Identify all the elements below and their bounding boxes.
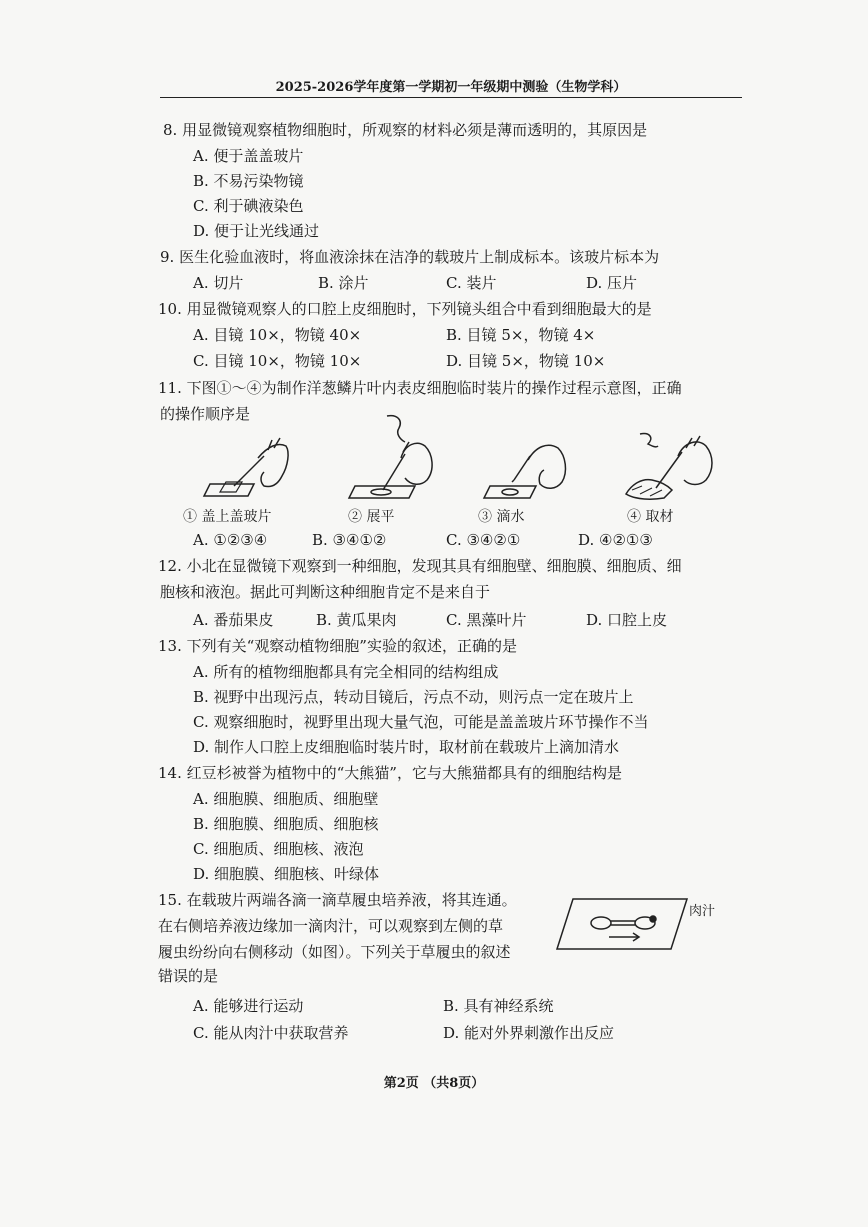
meat-juice-label: 肉汁	[689, 904, 716, 919]
q11-option-d: D. ④②①③	[578, 531, 653, 549]
fig-flatten	[343, 412, 443, 504]
fig-caption-4: ④ 取材	[627, 509, 674, 525]
q14-option-a: A. 细胞膜、细胞质、细胞壁	[193, 790, 379, 808]
q15-option-c: C. 能从肉汁中获取营养	[193, 1024, 349, 1042]
q15-stem-line2: 在右侧培养液边缘加一滴肉汁，可以观察到左侧的草	[158, 917, 504, 935]
q13-stem: 13. 下列有关“观察动植物细胞”实验的叙述，正确的是	[158, 637, 517, 655]
q8-option-c: C. 利于碘液染色	[193, 197, 304, 215]
q10-option-b: B. 目镜 5×，物镜 4×	[446, 326, 596, 344]
fig-caption-3: ③ 滴水	[478, 509, 525, 525]
q12-stem-line1: 12. 小北在显微镜下观察到一种细胞，发现其具有细胞壁、细胞膜、细胞质、细	[158, 557, 682, 575]
q15-option-a: A. 能够进行运动	[193, 997, 304, 1015]
q15-stem-line4: 错误的是	[158, 967, 219, 985]
fig-paramecium-slide	[553, 893, 689, 955]
fig-caption-2: ② 展平	[348, 509, 395, 525]
q10-option-a: A. 目镜 10×，物镜 40×	[193, 326, 362, 344]
q8-option-a: A. 便于盖盖玻片	[193, 147, 304, 165]
q11-option-a: A. ①②③④	[193, 531, 268, 549]
q11-option-c: C. ③④②①	[446, 531, 521, 549]
fig-cover-coverslip	[198, 436, 298, 506]
q15-option-b: B. 具有神经系统	[443, 997, 554, 1015]
fig-caption-1: ① 盖上盖玻片	[183, 509, 272, 525]
q8-option-b: B. 不易污染物镜	[193, 172, 304, 190]
fig-take-material	[622, 428, 722, 506]
q15-stem-line1: 15. 在载玻片两端各滴一滴草履虫培养液，将其连通。	[158, 891, 517, 909]
q15-option-d: D. 能对外界刺激作出反应	[443, 1024, 615, 1042]
q9-stem: 9. 医生化验血液时，将血液涂抹在洁净的载玻片上制成标本。该玻片标本为	[160, 248, 660, 266]
q10-option-d: D. 目镜 5×，物镜 10×	[446, 352, 606, 370]
q8-stem: 8. 用显微镜观察植物细胞时，所观察的材料必须是薄而透明的，其原因是	[163, 121, 648, 139]
q13-option-a: A. 所有的植物细胞都具有完全相同的结构组成	[193, 663, 499, 681]
q14-option-d: D. 细胞膜、细胞核、叶绿体	[193, 865, 380, 883]
q14-option-c: C. 细胞质、细胞核、液泡	[193, 840, 364, 858]
q12-option-c: C. 黑藻叶片	[446, 611, 527, 629]
q9-option-d: D. 压片	[586, 274, 638, 292]
q12-option-a: A. 番茄果皮	[193, 611, 274, 629]
q11-stem-line2: 的操作顺序是	[160, 405, 251, 423]
q12-option-b: B. 黄瓜果肉	[316, 611, 397, 629]
q8-option-d: D. 便于让光线通过	[193, 222, 320, 240]
q13-option-c: C. 观察细胞时，视野里出现大量气泡，可能是盖盖玻片环节操作不当	[193, 713, 649, 731]
q11-stem-line1: 11. 下图①～④为制作洋葱鳞片叶内表皮细胞临时装片的操作过程示意图，正确	[158, 379, 682, 397]
exam-header: 2025-2026学年度第一学期初一年级期中测验（生物学科）	[160, 76, 742, 98]
q9-option-b: B. 涂片	[318, 274, 369, 292]
fig-drip-water	[478, 436, 578, 506]
q9-option-a: A. 切片	[193, 274, 244, 292]
q13-option-d: D. 制作人口腔上皮细胞临时装片时，取材前在载玻片上滴加清水	[193, 738, 620, 756]
q14-stem: 14. 红豆杉被誉为植物中的“大熊猫”，它与大熊猫都具有的细胞结构是	[158, 764, 622, 782]
q14-option-b: B. 细胞膜、细胞质、细胞核	[193, 815, 379, 833]
q10-option-c: C. 目镜 10×，物镜 10×	[193, 352, 362, 370]
q10-stem: 10. 用显微镜观察人的口腔上皮细胞时，下列镜头组合中看到细胞最大的是	[158, 300, 652, 318]
q15-stem-line3: 履虫纷纷向右侧移动（如图）。下列关于草履虫的叙述	[158, 943, 511, 961]
q9-option-c: C. 装片	[446, 274, 497, 292]
q12-stem-line2: 胞核和液泡。据此可判断这种细胞肯定不是来自于	[160, 583, 491, 601]
q12-option-d: D. 口腔上皮	[586, 611, 668, 629]
q11-option-b: B. ③④①②	[312, 531, 387, 549]
page-footer: 第2页 （共8页）	[383, 1076, 485, 1091]
q13-option-b: B. 视野中出现污点，转动目镜后，污点不动，则污点一定在玻片上	[193, 688, 634, 706]
